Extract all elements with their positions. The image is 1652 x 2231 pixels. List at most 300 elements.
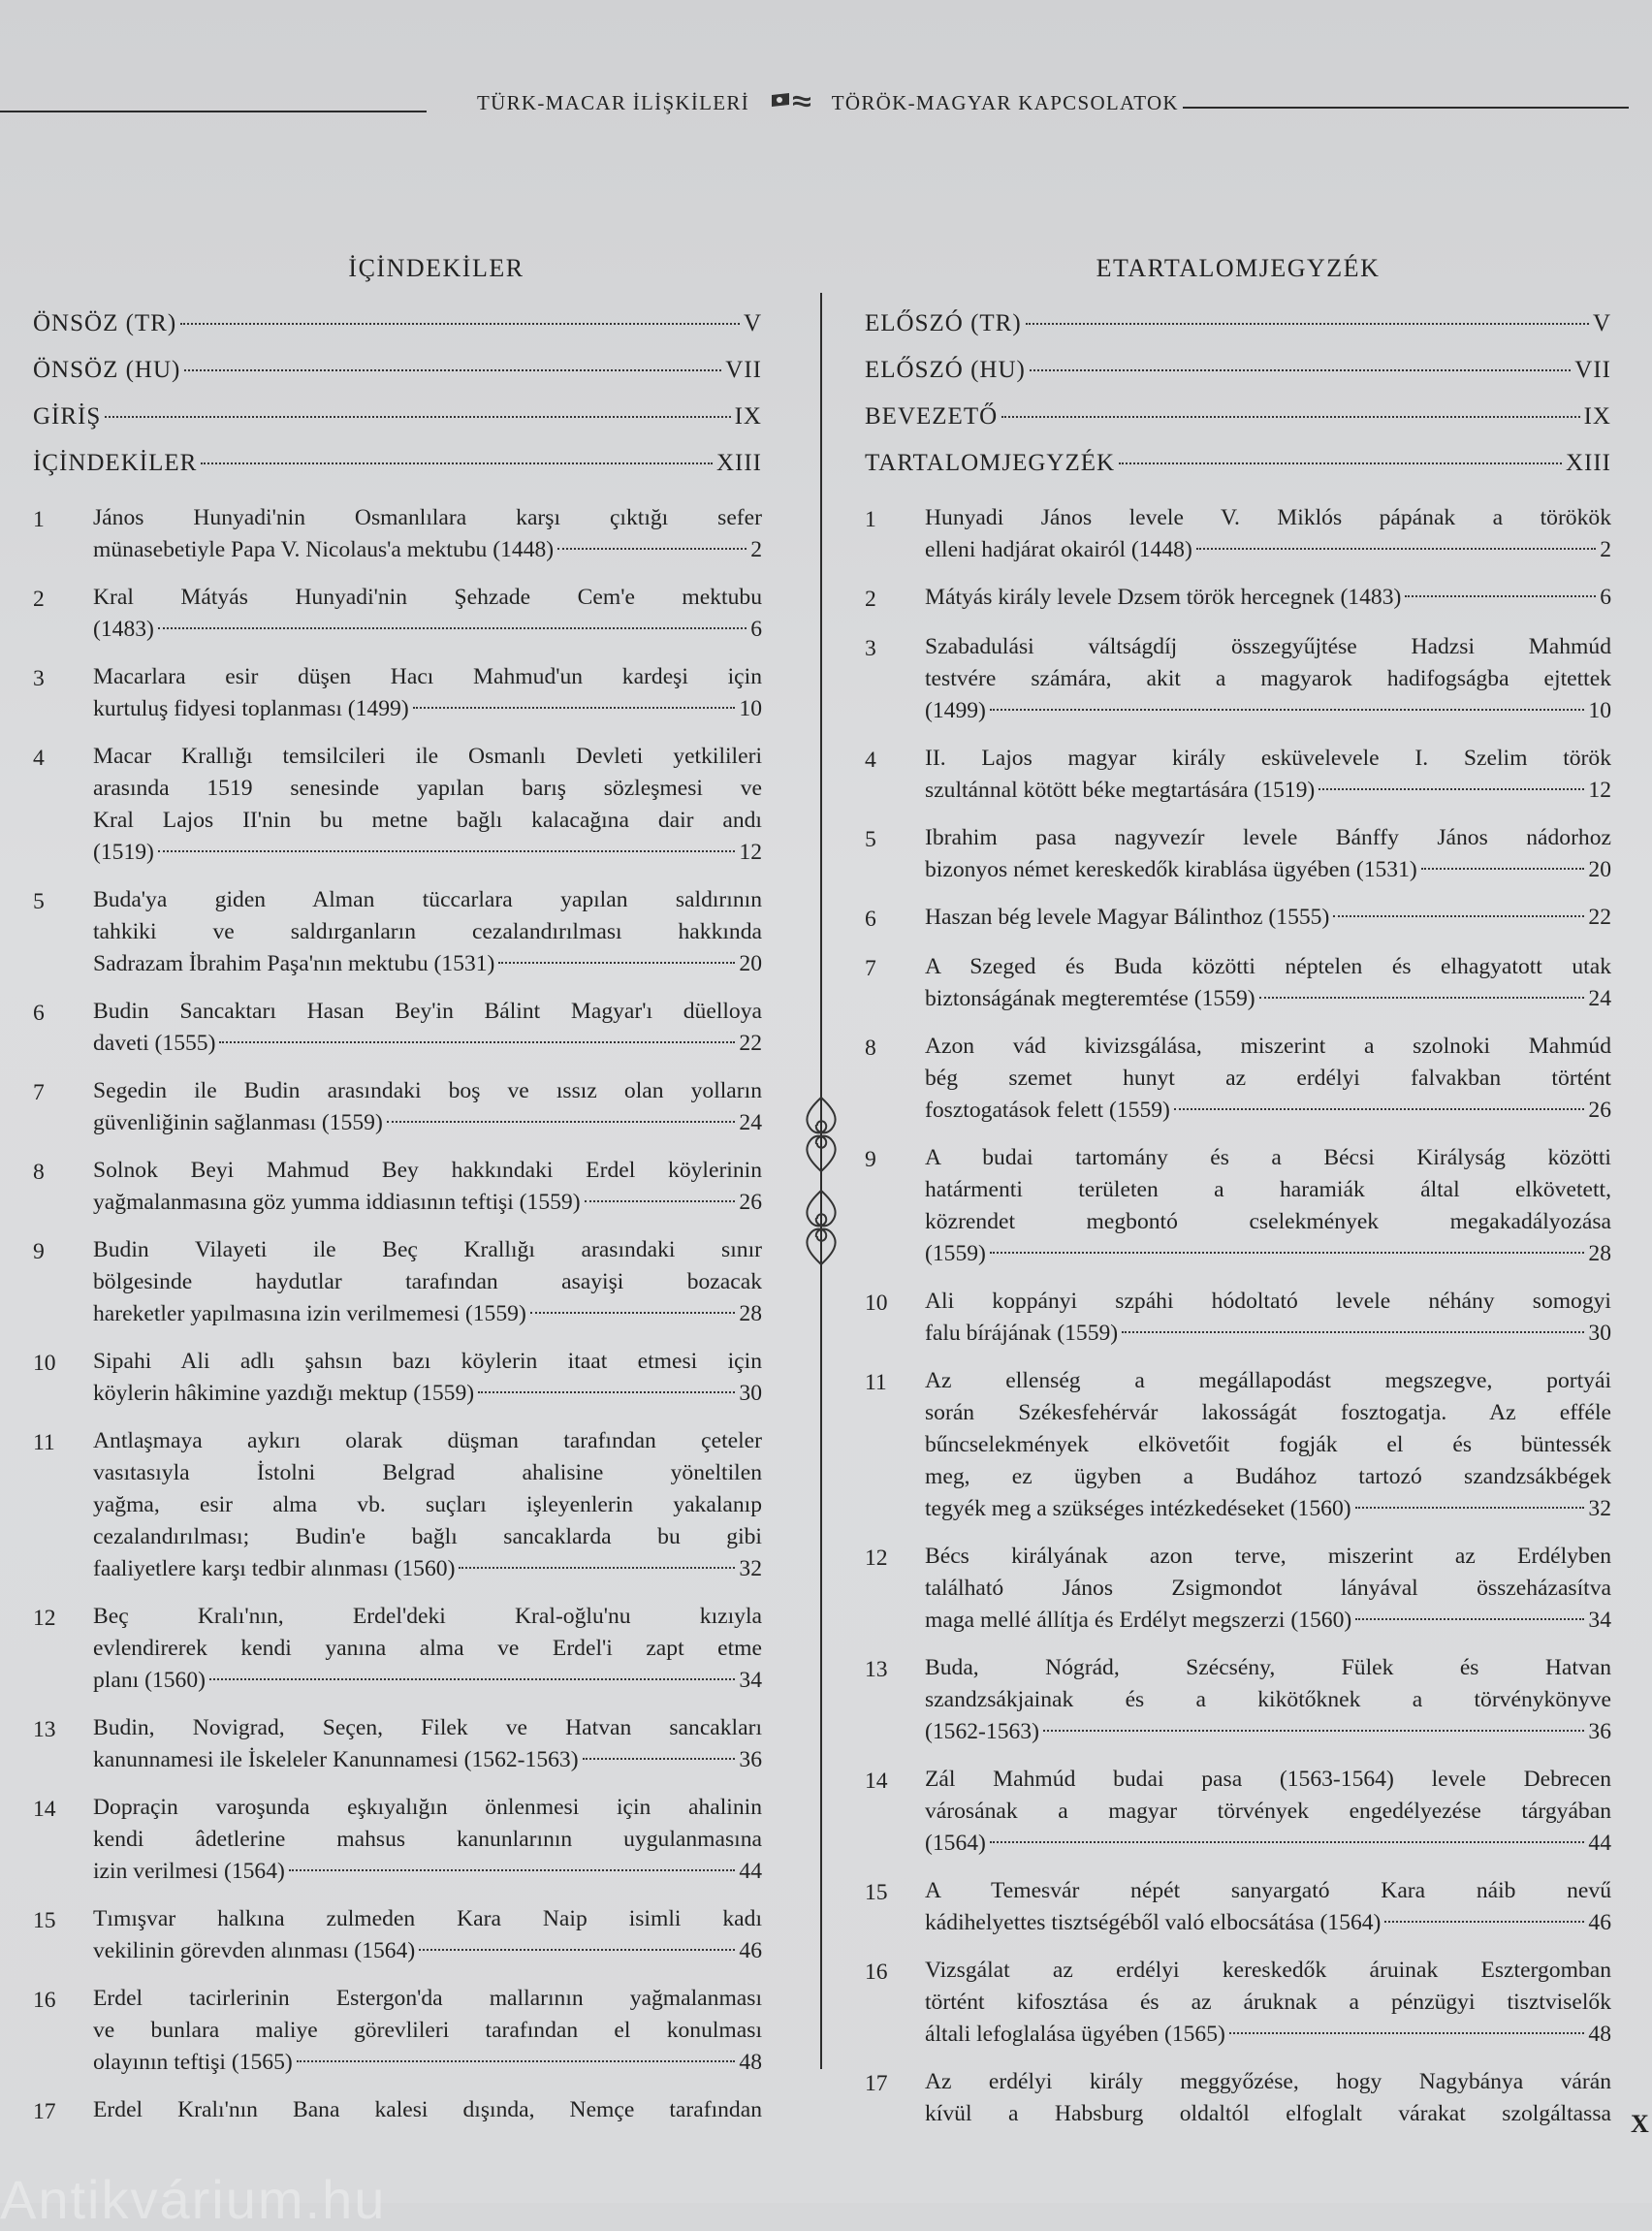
front-matter-page: IX <box>1583 403 1611 430</box>
entry-title <box>93 1234 762 1330</box>
entry-title-line: Hunyadi János levele V. Miklós pápának a törökök <box>925 505 1611 530</box>
toc-entry <box>33 884 762 980</box>
entry-title-line: II. Lajos magyar király esküvelevele I. Szelim török <box>925 746 1611 771</box>
entry-page: 26 <box>739 1190 762 1215</box>
entry-number: 10 <box>33 1351 56 1376</box>
entry-title <box>93 996 762 1060</box>
toc-entry <box>865 1031 1611 1127</box>
entry-last-line <box>925 534 1611 566</box>
entry-last-line <box>925 1716 1611 1748</box>
front-matter-item <box>865 440 1611 487</box>
toc-entry <box>33 661 762 725</box>
entry-number: 11 <box>33 1430 55 1455</box>
header-rule-right <box>1183 107 1629 109</box>
dot-leader <box>1229 2032 1585 2034</box>
entry-title-line: Macarlara esir düşen Hacı Mahmud'un kardeşi için <box>93 664 762 689</box>
entry-title-line: olayının teftişi (1565) <box>93 2050 293 2075</box>
entry-title-line: Buda, Nógrád, Szécsény, Fülek és Hatvan <box>925 1655 1611 1680</box>
entry-last-line <box>93 1378 762 1410</box>
entry-page: 20 <box>1588 857 1611 882</box>
entry-number: 17 <box>865 2071 888 2096</box>
entry-title-line: Mátyás király levele Dzsem török hercegnek (1483) <box>925 585 1402 610</box>
header-rule-left <box>0 111 427 112</box>
entry-last-line <box>93 1107 762 1139</box>
dot-leader <box>1030 369 1571 371</box>
entry-title-line: A budai tartomány és a Bécsi Királyság közötti <box>925 1145 1611 1170</box>
front-matter-item <box>33 440 762 487</box>
entry-number: 12 <box>33 1606 56 1631</box>
front-matter-item <box>33 394 762 440</box>
entry-page: 30 <box>739 1381 762 1406</box>
entry-last-line <box>93 1187 762 1219</box>
entry-title-line: Kral Mátyás Hunyadi'nin Şehzade Cem'e mektubu <box>93 585 762 610</box>
entry-number: 4 <box>33 746 45 771</box>
dot-leader <box>180 323 740 325</box>
toc-entry <box>865 2066 1611 2130</box>
entry-title-line: tahkiki ve saldırganların cezalandırılması hakkında <box>93 919 762 944</box>
entry-title-line: szandzsákjainak és a kikötőknek a törvénykönyve <box>925 1687 1611 1712</box>
entry-number: 17 <box>33 2099 56 2124</box>
front-matter-page: IX <box>734 403 762 430</box>
entry-title-line: Haszan bég levele Magyar Bálinthoz (1555) <box>925 905 1330 930</box>
toc-title-hungarian: ETARTALOMJEGYZÉK <box>1096 254 1381 282</box>
entry-title-line: daveti (1555) <box>93 1031 216 1056</box>
entry-title <box>925 2066 1611 2130</box>
ornament-icon <box>801 1189 842 1266</box>
dot-leader <box>1355 1618 1584 1620</box>
toc-entry <box>33 1903 762 1967</box>
entry-title-line: Zál Mahmúd budai pasa (1563-1564) levele Debrecen <box>925 1767 1611 1792</box>
entry-title-line: fosztogatások felett (1559) <box>925 1098 1170 1123</box>
entry-page: 34 <box>739 1668 762 1693</box>
entry-number: 8 <box>865 1036 876 1061</box>
entry-title-line: Ali koppányi szpáhi hódoltató levele néhány somogyi <box>925 1289 1611 1314</box>
entry-page: 12 <box>1588 778 1611 803</box>
entry-title-line: Budin Sancaktarı Hasan Bey'in Bálint Magyar'ı düelloya <box>93 999 762 1024</box>
toc-entry <box>33 1983 762 2079</box>
entry-title-line: Segedin ile Budin arasındaki boş ve ıssız olan yolların <box>93 1078 762 1103</box>
toc-entry <box>33 1601 762 1697</box>
dot-leader <box>557 548 747 550</box>
entry-title-line: Vizsgálat az erdélyi kereskedők áruinak Esztergomban <box>925 1958 1611 1983</box>
entry-title <box>925 822 1611 886</box>
dot-leader <box>1384 1921 1584 1923</box>
entry-last-line <box>93 534 762 566</box>
entry-number: 15 <box>865 1880 888 1905</box>
entry-last-line <box>93 2047 762 2079</box>
entry-title-line: Dopraçin varoşunda eşkıyalığın önlenmesi için ahalinin <box>93 1795 762 1820</box>
entry-page: 6 <box>1600 585 1611 610</box>
entry-last-line <box>925 1318 1611 1350</box>
front-matter-page: VII <box>1574 357 1611 383</box>
toc-entry <box>33 996 762 1060</box>
entry-number: 13 <box>33 1717 56 1742</box>
entry-title <box>93 2094 762 2128</box>
toc-entry <box>865 822 1611 886</box>
entry-number: 6 <box>865 907 876 932</box>
page-number: X <box>1631 2110 1649 2138</box>
dot-leader <box>1196 548 1596 550</box>
entry-number: 14 <box>865 1769 888 1794</box>
dot-leader <box>413 707 736 709</box>
entry-last-line <box>925 1238 1611 1270</box>
entry-page: 46 <box>1588 1910 1611 1935</box>
toc-entry <box>865 1652 1611 1748</box>
flags-emblem-icon <box>770 91 812 118</box>
entry-title-line: testvére számára, akit a magyarok hadifogságba ejtettek <box>925 666 1611 691</box>
entry-title-line: (1499) <box>925 698 986 723</box>
entry-number: 15 <box>33 1908 56 1933</box>
entry-title <box>925 902 1611 936</box>
toc-entry <box>33 1346 762 1410</box>
entry-last-line <box>93 1856 762 1888</box>
entry-title-line: található János Zsigmondot lányával összeházasítva <box>925 1576 1611 1601</box>
entry-page: 28 <box>1588 1241 1611 1266</box>
front-matter-item <box>865 394 1611 440</box>
entry-title <box>93 502 762 566</box>
entry-page: 36 <box>1588 1719 1611 1744</box>
dot-leader <box>419 1949 735 1951</box>
dot-leader <box>297 2060 736 2062</box>
entry-page: 12 <box>739 840 762 865</box>
entry-page: 30 <box>1588 1321 1611 1346</box>
entry-last-line <box>93 1028 762 1060</box>
toc-entry <box>865 1286 1611 1350</box>
entry-title-line: kendi âdetlerine mahsus kanunlarının uygulanmasına <box>93 1827 762 1852</box>
entry-title <box>93 1903 762 1967</box>
toc-entry <box>33 1712 762 1776</box>
toc-entry <box>865 743 1611 807</box>
toc-entry <box>33 1425 762 1585</box>
entry-title-line: (1562-1563) <box>925 1719 1039 1744</box>
entry-page: 10 <box>739 696 762 721</box>
entry-title-line: (1483) <box>93 617 154 642</box>
entry-title-line: Sipahi Ali adlı şahsın bazı köylerin itaat etmesi için <box>93 1349 762 1374</box>
entry-number: 11 <box>865 1370 887 1395</box>
dot-leader <box>158 627 747 629</box>
entry-title-line: (1519) <box>93 840 154 865</box>
entry-last-line <box>93 1935 762 1967</box>
toc-entry <box>865 502 1611 566</box>
toc-entry <box>33 741 762 869</box>
entry-title-line: meg, ez ügyben a Budához tartozó szandzsákbégek <box>925 1464 1611 1489</box>
entry-title <box>93 582 762 646</box>
dot-leader <box>1405 595 1596 597</box>
entry-page: 22 <box>1588 905 1611 930</box>
entry-number: 16 <box>33 1988 56 2013</box>
front-matter-label: ÖNSÖZ (HU) <box>33 357 181 383</box>
entry-title-line: planı (1560) <box>93 1668 206 1693</box>
entry-last-line <box>925 1493 1611 1525</box>
dot-leader <box>498 962 735 964</box>
entry-title-line: szultánnal kötött béke megtartására (1519) <box>925 778 1316 803</box>
dot-leader <box>1122 1331 1584 1333</box>
entry-title-line: Kral Lajos II'nin bu metne bağlı kalacağına dair andı <box>93 808 762 833</box>
dot-leader <box>1318 788 1584 790</box>
entry-title-line: köylerin hâkimine yazdığı mektup (1559) <box>93 1381 475 1406</box>
front-matter-label: GİRİŞ <box>33 403 102 430</box>
entry-title <box>925 1652 1611 1748</box>
entry-last-line <box>93 1665 762 1697</box>
entry-page: 32 <box>1588 1496 1611 1521</box>
entry-title-line: maga mellé állítja és Erdélyt megszerzi (1560) <box>925 1608 1352 1633</box>
front-matter-list <box>865 301 1611 487</box>
entry-title-line: cezalandırılması; Budin'e bağlı sancaklarda bu gibi <box>93 1524 762 1549</box>
entry-title-line: során Székesfehérvár lakosságát fosztogatja. Az efféle <box>925 1400 1611 1425</box>
toc-entry <box>865 1955 1611 2051</box>
entry-number: 6 <box>33 1001 45 1026</box>
dot-leader <box>583 1758 736 1760</box>
dot-leader <box>1421 868 1585 870</box>
entry-title <box>93 884 762 980</box>
toc-entry <box>33 1155 762 1219</box>
entry-title-line: Macar Krallığı temsilcileri ile Osmanlı Devleti yetkilileri <box>93 744 762 769</box>
header-title-tr: TÜRK-MACAR İLİŞKİLERİ <box>477 91 750 114</box>
entry-number: 9 <box>865 1147 876 1172</box>
entry-title <box>93 661 762 725</box>
entry-page: 2 <box>750 537 762 562</box>
entry-title-line: yağma, esir alma vb. suçları işleyenlerin yakalanıp <box>93 1492 762 1517</box>
toc-title-turkish: İÇİNDEKİLER <box>348 254 524 282</box>
entry-title <box>925 1541 1611 1637</box>
entry-page: 44 <box>1588 1831 1611 1856</box>
entry-number: 5 <box>33 889 45 914</box>
entry-page: 28 <box>739 1301 762 1326</box>
entry-page: 36 <box>739 1747 762 1772</box>
entry-number: 3 <box>865 636 876 661</box>
dot-leader <box>1333 915 1584 917</box>
front-matter-label: TARTALOMJEGYZÉK <box>865 450 1116 476</box>
entry-page: 34 <box>1588 1608 1611 1633</box>
entry-last-line <box>93 948 762 980</box>
entry-title <box>93 1712 762 1776</box>
entry-title <box>925 951 1611 1015</box>
dot-leader <box>219 1041 735 1043</box>
entry-title <box>925 1286 1611 1350</box>
entry-title-line: faaliyetlere karşı tedbir alınması (1560) <box>93 1556 456 1581</box>
entry-last-line <box>925 902 1611 934</box>
entry-title <box>93 1425 762 1585</box>
entry-title-line: kívül a Habsburg oldaltól elfoglalt várakat szolgáltassa <box>925 2101 1611 2126</box>
toc-entry <box>865 1541 1611 1637</box>
entry-last-line <box>925 775 1611 807</box>
toc-entry <box>865 631 1611 727</box>
entry-title <box>925 631 1611 727</box>
entry-title-line: güvenliğinin sağlanması (1559) <box>93 1110 383 1135</box>
entry-title <box>925 1365 1611 1525</box>
dot-leader <box>1001 416 1579 418</box>
document-entry-list <box>33 502 762 2128</box>
entry-title-line: Tımışvar halkına zulmeden Kara Naip isimli kadı <box>93 1906 762 1931</box>
front-matter-page: VII <box>725 357 762 383</box>
entry-page: 46 <box>739 1938 762 1963</box>
entry-title <box>925 1875 1611 1939</box>
entry-number: 4 <box>865 748 876 773</box>
entry-page: 48 <box>1588 2022 1611 2047</box>
front-matter-label: ELŐSZÓ (TR) <box>865 310 1022 336</box>
entry-title-line: (1564) <box>925 1831 986 1856</box>
entry-title <box>925 1764 1611 1860</box>
entry-last-line <box>925 1095 1611 1127</box>
entry-last-line <box>925 983 1611 1015</box>
dot-leader <box>990 709 1585 711</box>
entry-number: 12 <box>865 1546 888 1571</box>
entry-page: 22 <box>739 1031 762 1056</box>
entry-title-line: tegyék meg a szükséges intézkedéseket (1560) <box>925 1496 1351 1521</box>
entry-title-line: Antlaşmaya aykırı olarak düşman tarafından çeteler <box>93 1428 762 1453</box>
entry-title-line: biztonságának megteremtése (1559) <box>925 986 1255 1011</box>
entry-title-line: evlendirerek kendi yanına alma ve Erdel'i zapt etme <box>93 1636 762 1661</box>
dot-leader <box>1043 1730 1584 1732</box>
entry-number: 3 <box>33 666 45 691</box>
front-matter-page: V <box>1592 310 1611 336</box>
front-matter-item <box>33 347 762 394</box>
entry-title-line: Sadrazam İbrahim Paşa'nın mektubu (1531) <box>93 951 495 976</box>
entry-title-line: Budin Vilayeti ile Beç Krallığı arasındaki sınır <box>93 1237 762 1262</box>
entry-number: 7 <box>33 1080 45 1105</box>
entry-number: 2 <box>865 587 876 612</box>
toc-entry <box>865 951 1611 1015</box>
front-matter-item <box>33 301 762 347</box>
dot-leader <box>158 850 736 852</box>
dot-leader <box>1259 997 1585 999</box>
entry-number: 10 <box>865 1291 888 1316</box>
entry-number: 5 <box>865 827 876 852</box>
entry-number: 8 <box>33 1160 45 1185</box>
toc-entry <box>33 1234 762 1330</box>
entry-title-line: bűncselekmények elkövetőit fogják el és büntessék <box>925 1432 1611 1457</box>
entry-last-line <box>925 695 1611 727</box>
dot-leader <box>459 1567 735 1569</box>
entry-title <box>925 743 1611 807</box>
dot-leader <box>105 416 730 418</box>
entry-page: 20 <box>739 951 762 976</box>
toc-entry <box>865 902 1611 936</box>
toc-entry <box>33 2094 762 2128</box>
entry-title-line: Az erdélyi király meggyőzése, hogy Nagybánya várán <box>925 2069 1611 2094</box>
entry-last-line <box>93 837 762 869</box>
header-title <box>477 91 1179 118</box>
entry-last-line <box>93 1298 762 1330</box>
entry-title <box>93 1792 762 1888</box>
entry-title <box>93 1601 762 1697</box>
entry-title-line: yağmalanmasına göz yumma iddiasının teftişi (1559) <box>93 1190 581 1215</box>
front-matter-item <box>865 301 1611 347</box>
dot-leader <box>1355 1507 1585 1509</box>
toc-column-hungarian <box>865 254 1611 2130</box>
front-matter-list <box>33 301 762 487</box>
entry-title-line: vekilinin görevden alınması (1564) <box>93 1938 416 1963</box>
front-matter-page: XIII <box>715 450 762 476</box>
entry-title-line: A Temesvár népét sanyargató Kara náib nevű <box>925 1878 1611 1903</box>
document-entry-list <box>865 502 1611 2130</box>
entry-page: 10 <box>1588 698 1611 723</box>
entry-title-line: kurtuluş fidyesi toplanması (1499) <box>93 696 409 721</box>
header-title-hu: TÖRÖK-MAGYAR KAPCSOLATOK <box>831 91 1179 114</box>
entry-title-line: Erdel tacirlerinin Estergon'da mallarının yağmalanması <box>93 1986 762 2011</box>
dot-leader <box>201 462 713 464</box>
front-matter-item <box>865 347 1611 394</box>
toc-entry <box>33 1075 762 1139</box>
running-header <box>0 85 1652 124</box>
dot-leader <box>990 1841 1585 1843</box>
entry-title-line: A Szeged és Buda közötti néptelen és elhagyatott utak <box>925 954 1611 979</box>
entry-title-line: izin verilmesi (1564) <box>93 1859 285 1884</box>
entry-number: 7 <box>865 956 876 981</box>
entry-title-line: Azon vád kivizsgálása, miszerint a szolnoki Mahmúd <box>925 1034 1611 1059</box>
entry-title-line: hareketler yapılmasına izin verilmemesi (1559) <box>93 1301 526 1326</box>
entry-title-line: Solnok Beyi Mahmud Bey hakkındaki Erdel köylerinin <box>93 1158 762 1183</box>
front-matter-label: ELŐSZÓ (HU) <box>865 357 1026 383</box>
entry-page: 24 <box>1588 986 1611 1011</box>
entry-title-line: bég szemet hunyt az erdélyi falvakban történt <box>925 1066 1611 1091</box>
entry-title <box>925 1955 1611 2051</box>
entry-title-line: Buda'ya giden Alman tüccarlara yapılan saldırının <box>93 887 762 912</box>
entry-title-line: bizonyos német kereskedők kirablása ügyében (1531) <box>925 857 1417 882</box>
dot-leader <box>184 369 721 371</box>
entry-title <box>93 1155 762 1219</box>
entry-title-line: (1559) <box>925 1241 986 1266</box>
toc-entry <box>865 1142 1611 1270</box>
entry-title-line: münasebetiyle Papa V. Nicolaus'a mektubu (1448) <box>93 537 555 562</box>
entry-number: 13 <box>865 1657 888 1682</box>
front-matter-page: XIII <box>1565 450 1611 476</box>
dot-leader <box>478 1391 735 1393</box>
entry-title <box>925 1031 1611 1127</box>
entry-title-line: ve bunlara maliye görevlileri tarafından el konulması <box>93 2018 762 2043</box>
entry-page: 32 <box>739 1556 762 1581</box>
toc-entry <box>865 1764 1611 1860</box>
toc-column-turkish <box>33 254 762 2128</box>
entry-title-line: vasıtasıyla İstolni Belgrad ahalisine yöneltilen <box>93 1460 762 1485</box>
entry-page: 48 <box>739 2050 762 2075</box>
entry-title-line: Beç Kralı'nın, Erdel'deki Kral-oğlu'nu kızıyla <box>93 1604 762 1629</box>
entry-number: 9 <box>33 1239 45 1264</box>
entry-title-line: elleni hadjárat okairól (1448) <box>925 537 1192 562</box>
entry-title <box>925 582 1611 616</box>
entry-title <box>93 741 762 869</box>
dot-leader <box>990 1252 1585 1254</box>
entry-last-line <box>925 582 1611 614</box>
entry-title-line: Budin, Novigrad, Seçen, Filek ve Hatvan sancakları <box>93 1715 762 1740</box>
entry-title-line: közrendet megbontó cselekmények megakadályozása <box>925 1209 1611 1234</box>
toc-entry <box>33 1792 762 1888</box>
entry-last-line <box>925 1605 1611 1637</box>
toc-entry <box>865 582 1611 616</box>
entry-title-line: kádihelyettes tisztségéből való elbocsátása (1564) <box>925 1910 1382 1935</box>
entry-title-line: Bécs királyának azon terve, miszerint az Erdélyben <box>925 1544 1611 1569</box>
front-matter-label: BEVEZETŐ <box>865 403 999 430</box>
entry-number: 16 <box>865 1960 888 1985</box>
entry-title-line: arasında 1519 senesinde yapılan barış sözleşmesi ve <box>93 776 762 801</box>
entry-page: 24 <box>739 1110 762 1135</box>
entry-last-line <box>925 1907 1611 1939</box>
entry-title-line: falu bírájának (1559) <box>925 1321 1119 1346</box>
dot-leader <box>530 1312 736 1314</box>
dot-leader <box>1174 1108 1585 1110</box>
dot-leader <box>387 1121 736 1123</box>
dot-leader <box>289 1869 736 1871</box>
entry-number: 14 <box>33 1797 56 1822</box>
toc-entry <box>865 1365 1611 1525</box>
dot-leader <box>209 1678 735 1680</box>
entry-title <box>925 502 1611 566</box>
watermark: Antikvárium.hu <box>0 2169 387 2230</box>
entry-title-line: kanunnamesi ile İskeleler Kanunnamesi (1562-1563) <box>93 1747 579 1772</box>
entry-last-line <box>93 1553 762 1585</box>
entry-title-line: történt kifosztása és az áruknak a pénzügyi tisztviselők <box>925 1990 1611 2015</box>
entry-title-line: Az ellenség a megállapodást megszegve, portyái <box>925 1368 1611 1393</box>
